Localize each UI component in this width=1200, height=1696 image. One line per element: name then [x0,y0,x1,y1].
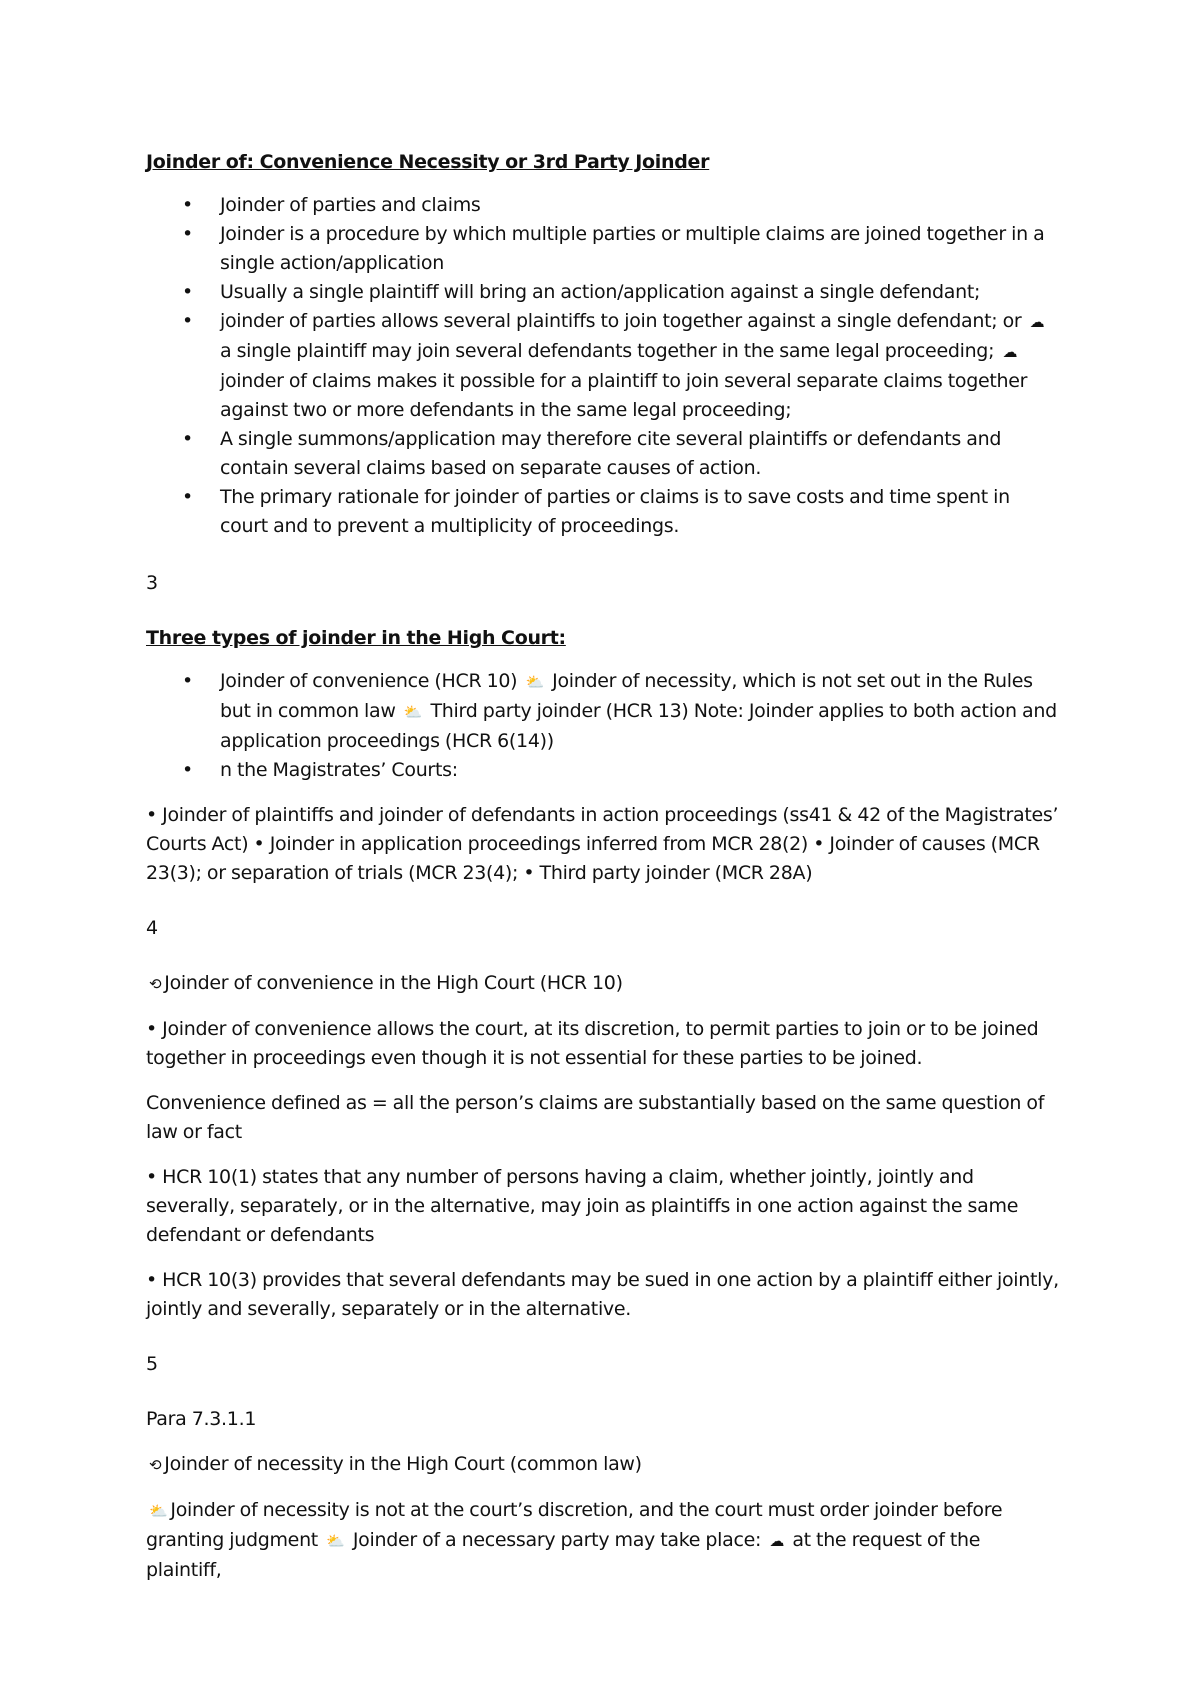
convenience-title-text: Joinder of convenience in the High Court (HCR 10) [164,972,623,994]
list-item: • n the Magistrates’ Courts: [220,756,1060,785]
list-item [220,307,1060,425]
cycle-icon: ⟲ [149,975,162,993]
paragraph: • HCR 10(3) provides that several defendants may be sued in one action by a plaintiff either jointly, jointly and severally, separately or in the alternative. [146,1269,1059,1320]
necessity-title [146,1450,1060,1480]
page-number: 3 [146,572,158,594]
list-item: • Usually a single plaintiff will bring an action/application against a single defendant; [220,278,1060,307]
paragraph: • Joinder of convenience allows the court, at its discretion, to permit parties to join or to be joined together in proceedings even though it is not essential for these parties to be joined. [146,1018,1039,1069]
paragraph: Convenience defined as = all the person’s claims are substantially based on the same question of law or fact [146,1092,1045,1143]
cloud-icon: ☁ [1029,313,1045,331]
page-number: 4 [146,917,158,939]
section-heading-joinder: Joinder of: Convenience Necessity or 3rd Party Joinder [146,151,710,173]
section-heading-three-types: Three types of joinder in the High Court: [146,627,566,649]
types-bullet-list [146,667,1060,785]
list-item-text: joinder of parties allows several plaintiffs to join together against a single defendant; or [220,310,1022,332]
list-item-text: Joinder of convenience (HCR 10) [220,670,518,692]
sun-cloud-icon: ⛅ [525,673,544,691]
cloud-icon: ☁ [1002,343,1018,361]
list-item: • The primary rationale for joinder of parties or claims is to save costs and time spent in court and to prevent a multiplicity of proceedings. [220,483,1060,541]
sun-cloud-icon: ⛅ [403,703,423,721]
paragraph-text: Joinder of necessity is not at the court’s discretion, and the court must order joinder before granting judgment [146,1499,1003,1551]
joinder-bullet-list [146,191,1060,541]
list-item: • Joinder of parties and claims [220,191,1060,220]
list-item-text: a single plaintiff may join several defendants together in the same legal proceeding; [220,340,995,362]
cloud-icon: ☁ [769,1532,785,1550]
list-item-text: Joinder of necessity, which is not set out in the Rules but in common law [220,670,1033,722]
convenience-title [146,969,1060,999]
sun-cloud-icon: ⛅ [326,1532,345,1550]
page-number: 5 [146,1353,158,1375]
necessity-title-text: Joinder of necessity in the High Court (common law) [164,1453,642,1475]
list-item [220,667,1060,756]
paragraph-text: Joinder of a necessary party may take place: [352,1529,762,1551]
necessity-paragraph [146,1496,1060,1585]
para-reference: Para 7.3.1.1 [146,1408,257,1430]
sun-cloud-icon: ⛅ [149,1502,168,1520]
magistrates-paragraph: • Joinder of plaintiffs and joinder of defendants in action proceedings (ss41 & 42 of the Magistrates’ Courts Act) • Joinder in application proceedings inferred from MCR 28(2) • Joinder of causes (MCR 23(3); or separation of trials (MCR 23(4); • Third party joinder (MCR 28A) [146,804,1059,884]
list-item-text: Third party joinder (HCR 13) Note: Joinder applies to both action and application proceedings (HCR 6(14)) [220,700,1057,752]
list-item-text: joinder of claims makes it possible for a plaintiff to join several separate claims together against two or more defendants in the same legal proceeding; [220,370,1028,421]
paragraph: • HCR 10(1) states that any number of persons having a claim, whether jointly, jointly and severally, separately, or in the alternative, may join as plaintiffs in one action against the same defendant or defendants [146,1166,1019,1246]
paragraph-text: at the request of the plaintiff, [146,1529,981,1581]
list-item: • A single summons/application may therefore cite several plaintiffs or defendants and contain several claims based on separate causes of action. [220,425,1060,483]
list-item: • Joinder is a procedure by which multiple parties or multiple claims are joined together in a single action/application [220,220,1060,278]
cycle-icon: ⟲ [149,1456,162,1474]
